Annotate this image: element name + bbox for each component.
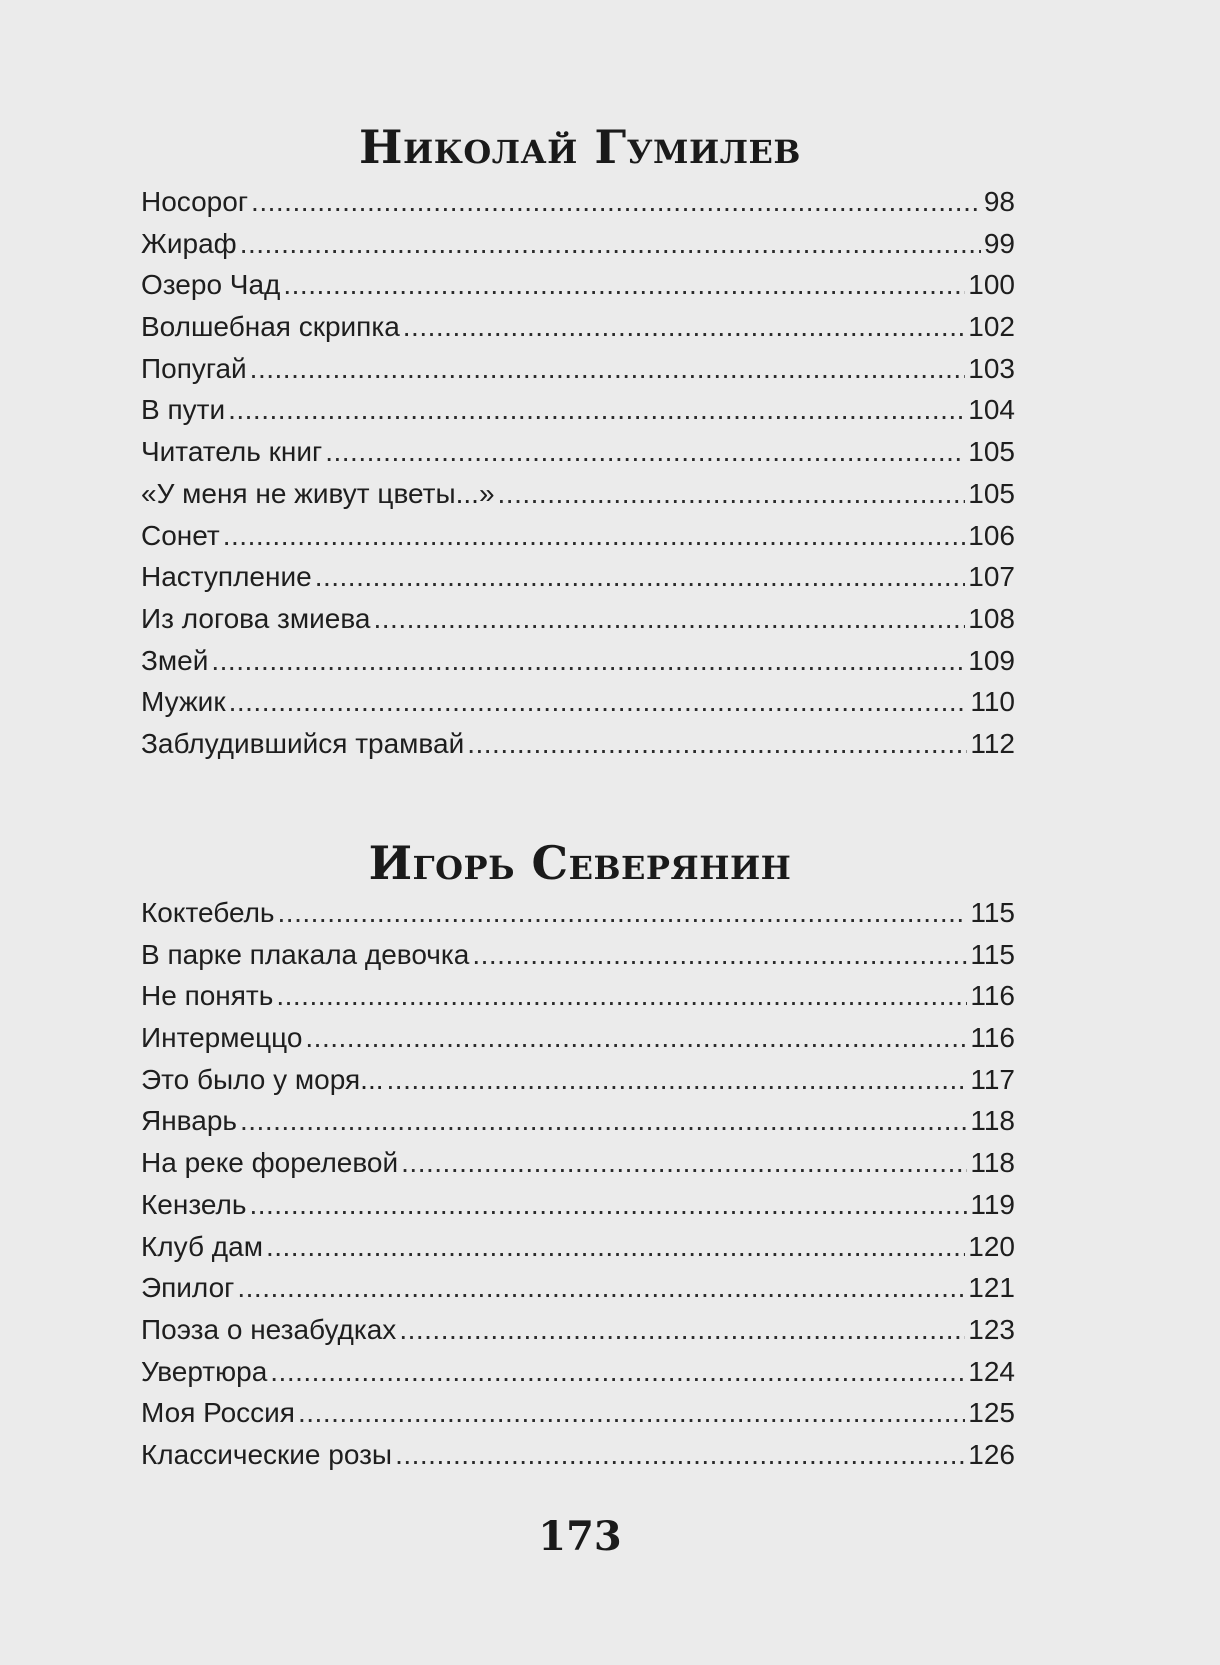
entry-title: Носорог (141, 186, 249, 217)
entry-page-number: 119 (970, 1188, 1015, 1220)
entry-page-number: 112 (970, 727, 1015, 759)
dot-leader (251, 186, 981, 218)
entry-title: В парке плакала девочка (141, 938, 470, 970)
entry-title: Волшебная скрипка (141, 311, 400, 343)
entry-page-number: 120 (968, 1230, 1015, 1262)
toc-entry (141, 980, 1015, 1022)
entry-page-number: 125 (968, 1397, 1015, 1429)
dot-leader (266, 1231, 965, 1263)
entry-page-number: 103 (968, 352, 1015, 384)
dot-leader (498, 478, 966, 510)
entry-page-number: 108 (968, 602, 1015, 634)
dot-leader (270, 1356, 965, 1388)
entry-page-number: 100 (968, 269, 1015, 301)
entry-page-number: 98 (983, 186, 1015, 217)
toc-list (141, 186, 1015, 770)
entry-page-number: 118 (970, 1147, 1015, 1179)
toc-entry (141, 1189, 1015, 1231)
toc-entry (141, 897, 1015, 939)
entry-title: Не понять (141, 980, 274, 1012)
entry-page-number: 123 (968, 1313, 1015, 1345)
entry-page-number: 115 (970, 938, 1015, 970)
entry-title: Классические розы (141, 1438, 393, 1470)
dot-leader (395, 1439, 965, 1471)
entry-page-number: 116 (970, 1022, 1015, 1054)
entry-title: Увертюра (141, 1355, 268, 1387)
entry-page-number: 109 (968, 644, 1015, 676)
dot-leader (211, 645, 965, 677)
dot-leader (467, 728, 967, 760)
entry-title: «У меня не живут цветы...» (141, 477, 495, 509)
toc-entry (141, 1356, 1015, 1398)
toc-entry (141, 686, 1015, 728)
toc-entry (141, 394, 1015, 436)
author-heading: Игорь Северянин (368, 836, 792, 890)
entry-title: Жираф (141, 227, 237, 259)
entry-title: На реке форелевой (141, 1147, 399, 1179)
entry-page-number: 104 (968, 394, 1015, 426)
toc-entry (141, 1231, 1015, 1273)
toc-entry (141, 1064, 1015, 1106)
entry-title: Клуб дам (141, 1230, 263, 1262)
dot-leader (325, 436, 965, 468)
toc-list (141, 897, 1015, 1481)
dot-leader (399, 1314, 965, 1346)
toc-entry (141, 353, 1015, 395)
entry-page-number: 118 (970, 1105, 1015, 1137)
dot-leader (229, 686, 968, 718)
entry-page-number: 102 (968, 311, 1015, 343)
dot-leader (283, 269, 965, 301)
dot-leader (228, 394, 965, 426)
entry-title: В пути (141, 394, 226, 426)
entry-title: Интермеццо (141, 1022, 303, 1054)
entry-page-number: 124 (968, 1355, 1015, 1387)
dot-leader (403, 311, 966, 343)
toc-entry (141, 520, 1015, 562)
entry-page-number: 107 (968, 561, 1015, 593)
entry-page-number: 121 (968, 1272, 1015, 1304)
entry-page-number: 115 (970, 897, 1015, 928)
toc-entry (141, 728, 1015, 770)
toc-entry (141, 1397, 1015, 1439)
dot-leader (305, 1022, 967, 1054)
entry-title: Кензель (141, 1188, 247, 1220)
author-heading: Николай Гумилев (359, 120, 801, 174)
dot-leader (276, 980, 967, 1012)
entry-title: Мужик (141, 686, 226, 718)
entry-title: Заблудившийся трамвай (141, 727, 465, 759)
entry-title: Коктебель (141, 897, 275, 928)
entry-page-number: 106 (968, 519, 1015, 551)
entry-title: Из логова змиева (141, 602, 371, 634)
entry-page-number: 110 (970, 686, 1015, 718)
toc-entry (141, 561, 1015, 603)
toc-entry (141, 1314, 1015, 1356)
dot-leader (373, 603, 965, 635)
entry-page-number: 105 (968, 436, 1015, 468)
entry-title: Поэза о незабудках (141, 1313, 397, 1345)
toc-entry (141, 1439, 1015, 1481)
entry-page-number: 99 (983, 227, 1015, 259)
entry-title: Попугай (141, 352, 247, 384)
entry-title: Это было у моря... (141, 1063, 384, 1095)
page-number: 173 (538, 1513, 622, 1560)
entry-page-number: 116 (970, 980, 1015, 1012)
toc-entry (141, 436, 1015, 478)
toc-entry (141, 1147, 1015, 1189)
entry-title: Эпилог (141, 1272, 235, 1304)
dot-leader (240, 228, 981, 260)
toc-entry (141, 1105, 1015, 1147)
toc-entry (141, 478, 1015, 520)
entry-title: Наступление (141, 561, 312, 593)
toc-entry (141, 1022, 1015, 1064)
toc-entry (141, 603, 1015, 645)
dot-leader (315, 561, 966, 593)
entry-page-number: 126 (968, 1438, 1015, 1470)
dot-leader (223, 520, 966, 552)
entry-title: Змей (141, 644, 209, 676)
entry-page-number: 117 (970, 1063, 1015, 1095)
entry-title: Озеро Чад (141, 269, 281, 301)
dot-leader (237, 1272, 965, 1304)
dot-leader (472, 939, 967, 971)
toc-entry (141, 939, 1015, 981)
dot-leader (401, 1147, 967, 1179)
toc-entry (141, 228, 1015, 270)
entry-page-number: 105 (968, 477, 1015, 509)
dot-leader (250, 353, 966, 385)
dot-leader (249, 1189, 967, 1221)
dot-leader (387, 1064, 968, 1096)
entry-title: Январь (141, 1105, 237, 1137)
toc-entry (141, 186, 1015, 228)
toc-entry (141, 1272, 1015, 1314)
toc-entry (141, 645, 1015, 687)
entry-title: Моя Россия (141, 1397, 295, 1429)
dot-leader (278, 897, 968, 929)
toc-entry (141, 311, 1015, 353)
entry-title: Сонет (141, 519, 220, 551)
dot-leader (298, 1397, 965, 1429)
dot-leader (240, 1105, 967, 1137)
entry-title: Читатель книг (141, 436, 323, 468)
toc-entry (141, 269, 1015, 311)
